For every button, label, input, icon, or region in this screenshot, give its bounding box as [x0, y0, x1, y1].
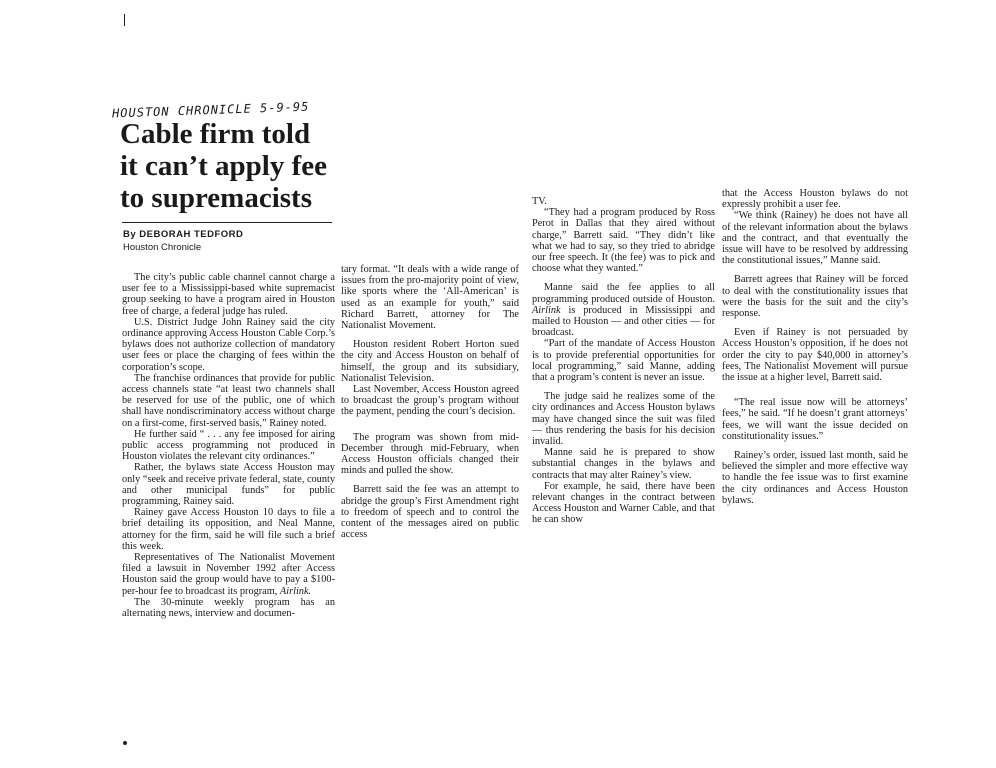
byline-outlet: Houston Chronicle — [123, 242, 202, 253]
paragraph-text: Representatives of The Nationalist Movement filed a lawsuit in November 1992 after Access Houston said the group would have to pay a $100-per-hour fee to broadcast its program, — [122, 552, 335, 597]
program-name: Airlink. — [279, 585, 312, 597]
paragraph — [532, 282, 715, 338]
paragraph: Last November, Access Houston agreed to broadcast the group’s program without the payment, pending the court’s decision. — [341, 384, 519, 418]
paragraph: TV. — [532, 196, 547, 207]
paragraph-text: Manne said the fee applies to all programming produced outside of Houston. — [532, 282, 715, 305]
paragraph: The city’s public cable channel cannot charge a user fee to a Mississippi-based white supremacist group seeking to have a program aired in Houston free of charge, a federal judge has ruled. — [122, 272, 335, 317]
paragraph: The program was shown from mid-December through mid-February, when Access Houston officials changed their minds and pulled the show. — [341, 431, 519, 477]
headline-line-2: it can’t apply fee — [120, 150, 327, 182]
byline-divider — [122, 222, 332, 223]
paragraph: He further said “ . . . any fee imposed for airing public access programming not produced in Houston violates the relevant city ordinances.” — [122, 428, 335, 463]
headline — [120, 118, 350, 214]
headline-line-3: to supremacists — [120, 182, 312, 214]
paragraph: The judge said he realizes some of the city ordinances and Access Houston bylaws may have changed since the suit was filed — thus rendering the basis for his decision invalid. — [532, 391, 715, 448]
article-column-3 — [532, 196, 715, 526]
article-column-2 — [341, 264, 519, 540]
paragraph: Rainey gave Access Houston 10 days to file a brief detailing its opposition, and Neal Manne, attorney for the firm, said he will file such a brief this week. — [122, 507, 335, 552]
paragraph: Manne said he is prepared to show substantial changes in the bylaws and contracts that may alter Rainey’s view. — [532, 447, 715, 481]
paragraph: Houston resident Robert Horton sued the city and Access Houston on behalf of himself, the group and its subsidiary, Nationalist Television. — [341, 339, 519, 384]
byline: By DEBORAH TEDFORD — [123, 229, 244, 240]
paragraph: Rainey’s order, issued last month, said he believed the simpler and more effective way to handle the fee issue was to first examine the city ordinances and Access Houston bylaws. — [722, 450, 908, 506]
headline-line-1: Cable firm told — [120, 118, 311, 150]
scan-dot-bottom — [123, 741, 127, 745]
program-name: Airlink — [532, 304, 561, 316]
paragraph: tary format. “It deals with a wide range of issues from the pro-majority point of view, like sports where the ‘All-American’ is used as an example for youth,” said Richard Barrett, attorney for The Nationalist Movement. — [341, 264, 519, 332]
paragraph: The 30-minute weekly program has an alternating news, interview and documen- — [122, 596, 335, 620]
handwritten-source-note: HOUSTON CHRONICLE 5-9-95 — [111, 99, 310, 121]
article-column-4 — [722, 188, 908, 506]
paragraph: that the Access Houston bylaws do not expressly prohibit a user fee. — [722, 188, 908, 211]
paragraph: “We think (Rainey) he does not have all of the relevant information about the bylaws and the contract, and that eventually the issue will have to be resolved by addressing the constitutional issues,” Manne said. — [722, 210, 908, 267]
paragraph: Barrett agrees that Rainey will be forced to deal with the constitutionality issues that were the basis for the suit and the city’s response. — [722, 274, 908, 320]
paragraph: For example, he said, there have been relevant changes in the contract between Access Houston and Warner Cable, and that he can show — [532, 480, 715, 526]
paragraph: The franchise ordinances that provide for public access channels state “at least two channels shall be reserved for use of the public, one of which shall have nondiscriminatory access without charge on a first-come, first-served basis,” Rainey noted. — [122, 372, 335, 429]
paragraph: “Part of the mandate of Access Houston is to provide preferential opportunities for local programming,” said Manne, adding that a program’s content is never an issue. — [532, 338, 715, 384]
paragraph: “The real issue now will be attorneys’ fees,” he said. “If he doesn’t grant attorneys’ fees, we will want the issue decided on constitutionality issues.” — [722, 397, 908, 442]
paragraph: “They had a program produced by Ross Perot in Dallas that they aired without charge,” Barrett said. “They didn’t like what we had to say, so they tried to abridge our free speech. It (the fee) was to pick and choose what they wanted.” — [532, 207, 715, 275]
paragraph-text: is produced in Mississippi and mailed to Houston — and other cities — for broadcast. — [532, 304, 716, 339]
paragraph: U.S. District Judge John Rainey said the city ordinance approving Access Houston Cable Corp.’s bylaws does not authorize collection of mandatory user fees or place the charging of fees within the corporation’s scope. — [122, 316, 335, 373]
paragraph: Barrett said the fee was an attempt to abridge the group’s First Amendment right to freedom of speech and to control the content of the messages aired on public access — [341, 484, 519, 541]
scan-mark-top — [124, 14, 125, 26]
paragraph: Rather, the bylaws state Access Houston may only “seek and receive private federal, state, county and other municipal funds” for public programming, Rainey said. — [122, 462, 335, 508]
article-column-1 — [122, 272, 335, 619]
paragraph: Even if Rainey is not persuaded by Access Houston’s opposition, if he does not order the city to pay $40,000 in attorney’s fees, The Nationalist Movement will pursue the issue at a higher level, Barrett said. — [722, 327, 908, 384]
paragraph — [122, 552, 335, 597]
